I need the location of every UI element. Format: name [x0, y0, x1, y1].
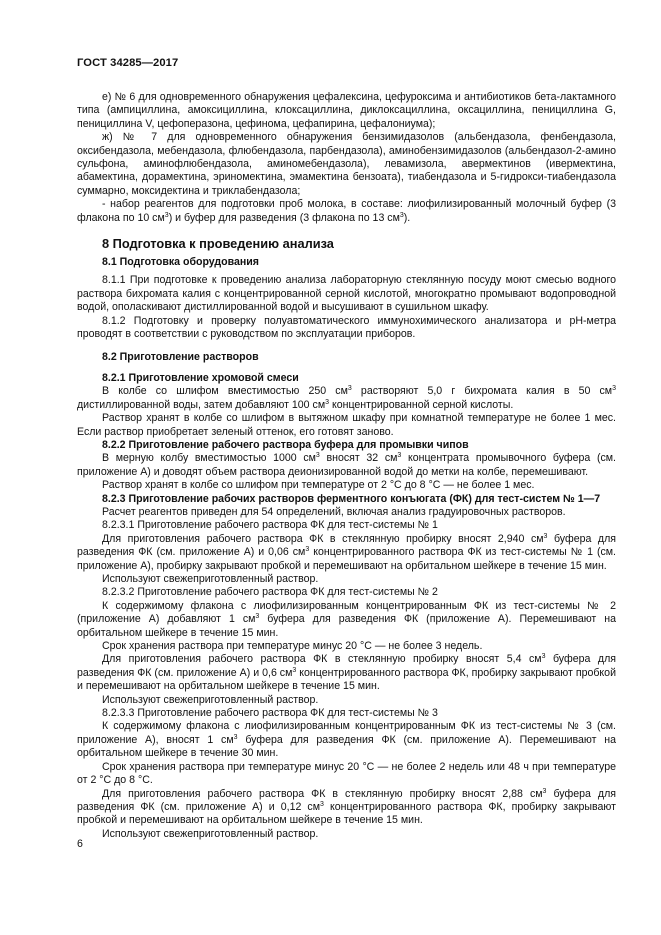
- page-number: 6: [77, 838, 83, 850]
- paragraph-wash-buffer-storage: Раствор хранят в колбе со шлифом при температуре от 2 °С до 8 °С — не более 1 мес.: [102, 479, 535, 492]
- paragraph-8-1-2: 8.1.2 Подготовку и проверку полуавтоматического иммунохимического анализатора и рН-метра проводят в соответствии с руководством по эксплуатации приборов.: [77, 314, 616, 341]
- paragraph-chromic-mixture-prep: В колбе со шлифом вместимостью 250 $см^3$ растворяют 5,0 г бихромата калия в 50 $см^3$ дистиллированной воды, затем добавляют 100 $см^3$ концентрированной серной кислоты.: [77, 385, 616, 411]
- paragraph-reagent-calculation: Расчет реагентов приведен для 54 определений, включая анализ градуировочных растворов.: [102, 505, 566, 518]
- subsection-heading-8-2-3: 8.2.3 Приготовление рабочих растворов ферментного конъюгата (ФК) для тест-систем № 1—7: [102, 492, 601, 505]
- paragraph-8-2-3-3-title: 8.2.3.3 Приготовление рабочего раствора ФК для тест-системы № 3: [102, 707, 438, 720]
- section-heading-8: 8 Подготовка к проведению анализа: [102, 236, 334, 252]
- paragraph-8-2-3-1-title: 8.2.3.1 Приготовление рабочего раствора ФК для тест-системы № 1: [102, 519, 438, 532]
- paragraph-e-test-system-6: е) № 6 для одновременного обнаружения цефалексина, цефуроксима и антибиотиков бета-лактамного типа (ампициллина, амоксициллина, клоксациллина, диклоксациллина, оксациллина, пенициллина G, пенициллина V, цефоперазона, цефинома, цефапирина, цефалониума);: [77, 91, 616, 130]
- paragraph-8-2-3-2-title: 8.2.3.2 Приготовление рабочего раствора ФК для тест-системы № 2: [102, 586, 438, 599]
- paragraph-fk-3-storage: Срок хранения раствора при температуре минус 20 °С — не более 2 недель или 48 ч при температуре от 2 °С до 8 °С.: [77, 760, 616, 787]
- subsection-heading-8-2-2: 8.2.2 Приготовление рабочего раствора буфера для промывки чипов: [102, 438, 469, 451]
- paragraph-fk-1-fresh: Используют свежеприготовленный раствор.: [102, 573, 319, 585]
- paragraph-milk-reagent-kit: - набор реагентов для подготовки проб молока, в составе: лиофилизированный молочный буфер (3 флакона по 10 $см^3$) и буфер для разведения (3 флакона по 13 $см^3$).: [77, 198, 616, 224]
- document-body: [77, 91, 616, 841]
- paragraph-fk-2-storage: Срок хранения раствора при температуре минус 20 °С — не более 3 недель.: [102, 640, 483, 653]
- subsection-heading-8-2: 8.2 Приготовление растворов: [102, 350, 259, 363]
- subsection-heading-8-1: 8.1 Подготовка оборудования: [102, 256, 259, 269]
- subsection-heading-8-2-1: 8.2.1 Приготовление хромовой смеси: [102, 371, 299, 384]
- paragraph-wash-buffer-prep: В мерную колбу вместимостью 1000 $см^3$ вносят 32 $см^3$ концентрата промывочного буфера (см. приложение А) и доводят объем раствора деионизированной водой до метки на колбе, перемешивают.: [77, 452, 616, 478]
- paragraph-zh-test-system-7: ж) № 7 для одновременного обнаружения бензимидазолов (альбендазола, фенбендазола, оксибендазола, мебендазола, флюбендазола, парбендазола), аминобензимидазолов (альбендазол-2-амино сульфона, аминофлюбендазола, аминомебендазола), левамизола, авермектинов (ивермектина, абамектина, дорамектина, эриномектина, эмамектина бензоата), тиабендазола и 5-гидрокси-тиабендазола суммарно, моксидектина и триклабендазола;: [77, 131, 616, 197]
- paragraph-8-1-1: 8.1.1 При подготовке к проведению анализа лабораторную стеклянную посуду моют смесью водного раствора бихромата калия с концентрированной серной кислотой, многократно промывают водопроводной водой, ополаскивают дистиллированной водой и высушивают в сушильном шкафу.: [77, 274, 616, 314]
- paragraph-fk-1-prep: Для приготовления рабочего раствора ФК в стеклянную пробирку вносят 2,940 $см^3$ буфера для разведения ФК (см. приложение А) и 0,06 $см^3$ концентрированного раствора ФК из тест-системы № 1 (см. приложение А), пробирку закрывают пробкой и перемешивают на орбитальном шейкере в течение 15 мин.: [77, 532, 616, 572]
- paragraph-fk-3-fresh: Используют свежеприготовленный раствор.: [102, 827, 319, 840]
- paragraph-chromic-mixture-storage: Раствор хранят в колбе со шлифом в вытяжном шкафу при комнатной температуре не более 1 мес. Если раствор приобретает зеленый оттенок, его готовят заново.: [77, 412, 616, 438]
- paragraph-fk-2-prep: Для приготовления рабочего раствора ФК в стеклянную пробирку вносят 5,4 $см^3$ буфера для разведения ФК (см. приложение А) и 0,6 $см^3$ концентрированного раствора ФК, пробирку закрывают пробкой и перемешивают на орбитальном шейкере в течение 15 мин.: [77, 653, 616, 693]
- paragraph-fk-3-prep: Для приготовления рабочего раствора ФК в стеклянную пробирку вносят 2,88 $см^3$ буфера для разведения ФК (см. приложение А) и 0,12 $см^3$ концентрированного раствора ФК, пробирку закрывают пробкой и перемешивают на орбитальном шейкере в течение 15 мин.: [77, 787, 616, 827]
- paragraph-fk-3-reconstitution: К содержимому флакона с лиофилизированным концентрированным ФК из тест-системы № 3 (см. приложение А), вносят 1 $см^3$ буфера для разведения ФК (см. приложение А). Перемешивают на орбитальном шейкере в течение 30 мин.: [77, 720, 617, 760]
- document-header-id: ГОСТ 34285—2017: [77, 57, 179, 69]
- paragraph-fk-2-reconstitution: К содержимому флакона с лиофилизированным концентрированным ФК из тест-системы № 2 (приложение А) добавляют 1 $см^3$ буфера для разведения ФК (приложение А). Перемешивают на орбитальном шейкере в течение 15 мин.: [77, 599, 617, 639]
- paragraph-fk-2-fresh: Используют свежеприготовленный раствор.: [102, 693, 319, 706]
